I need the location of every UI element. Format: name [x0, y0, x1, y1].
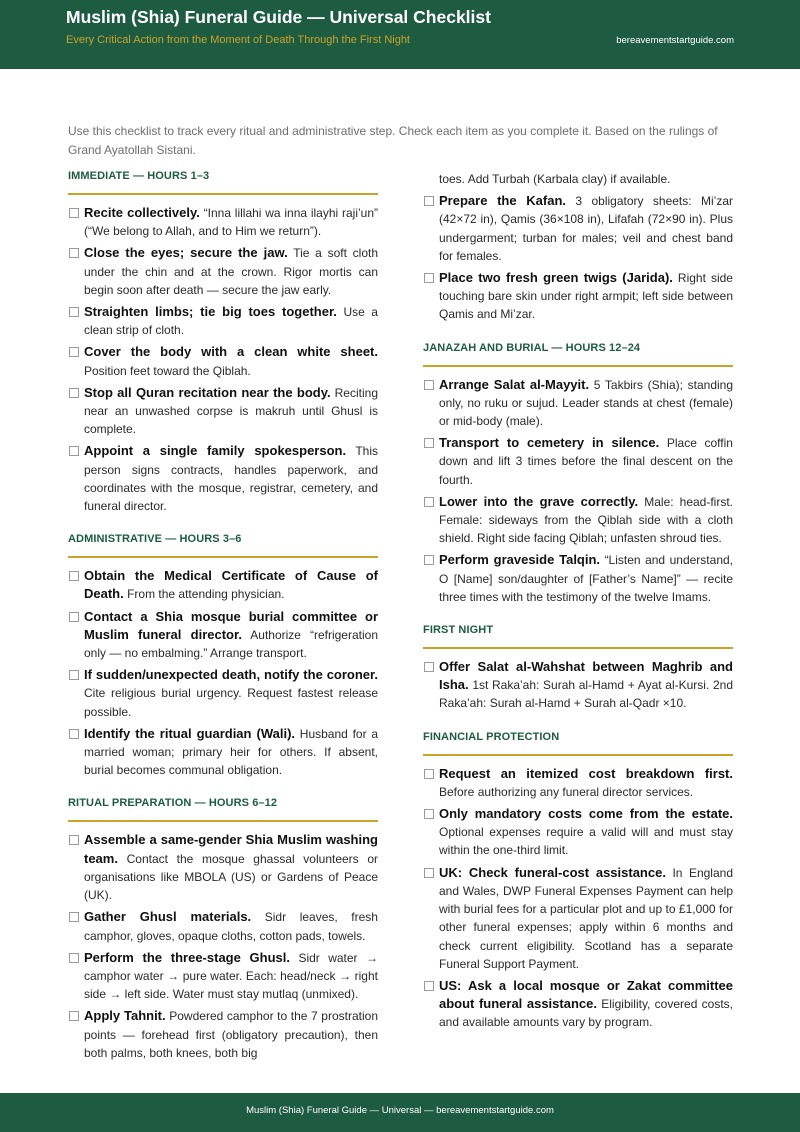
item-body: Position feet toward the Qiblah.: [84, 363, 251, 378]
checklist-item: [423, 805, 733, 860]
checklist-item: [68, 1007, 378, 1062]
checkbox[interactable]: [69, 1011, 79, 1021]
checkbox[interactable]: [69, 835, 79, 845]
item-body: Authorize “refrigeration only — no embalming.” Arrange transport.: [84, 627, 378, 661]
item-title: Stop all Quran recitation near the body.: [84, 384, 331, 400]
item-body: Tie a soft cloth under the chin and at the crown. Rigor mortis can begin soon after death — secure the jaw early.: [84, 246, 378, 297]
checkbox[interactable]: [424, 555, 434, 565]
checklist-item: [423, 434, 733, 489]
page-title: Muslim (Shia) Funeral Guide — Universal Checklist: [66, 7, 491, 27]
checklist-item: [68, 666, 378, 721]
page-header: [0, 0, 800, 69]
checklist-item: [423, 269, 733, 324]
item-body: Optional expenses require a valid will and must stay within the one-third limit.: [439, 825, 733, 858]
checklist-item: [68, 384, 378, 439]
item-title: Straighten limbs; tie big toes together.: [84, 304, 337, 320]
checklist-item: [68, 442, 378, 515]
item-body: This person signs contracts, handles paperwork, and coordinates with the mosque, registrar, cemetery, and funeral director.: [84, 444, 378, 514]
item-title: Transport to cemetery in silence.: [439, 435, 660, 451]
item-body: 3 obligatory sheets: Mi’zar (42×72 in), Qamis (36×108 in), Lifafah (72×90 in). Plus undergarment; turban for males; veil and chest band for females.: [439, 194, 733, 263]
checklist-item: [423, 765, 733, 801]
item-title: Place two fresh green twigs (Jarida).: [439, 270, 673, 286]
checkbox[interactable]: [69, 388, 79, 398]
item-body: Use a clean strip of cloth.: [84, 305, 378, 338]
item-body: Eligibility, covered costs, and available amounts vary by program.: [439, 997, 733, 1030]
item-body: From the attending physician.: [127, 587, 285, 602]
checkbox[interactable]: [69, 953, 79, 963]
item-title: Perform graveside Talqin.: [439, 552, 601, 568]
item-body: Powdered camphor to the 7 prostration points — forehead first (obligatory precaution), then both palms, both knees, both big: [84, 1009, 379, 1060]
item-title: Cover the body with a clean white sheet.: [84, 344, 378, 360]
item-title: Request an itemized cost breakdown first.: [439, 765, 733, 781]
checkbox[interactable]: [424, 868, 434, 878]
checkbox[interactable]: [424, 497, 434, 507]
item-title: Contact a Shia mosque burial committee or Muslim funeral director.: [84, 608, 378, 642]
item-body: Place coffin down and lift 3 times before the final descent on the fourth.: [439, 436, 733, 487]
checklist-item: [423, 977, 733, 1032]
footer-text: Muslim (Shia) Funeral Guide — Universal — bereavementstartguide.com: [246, 1105, 554, 1116]
checkbox[interactable]: [424, 981, 434, 991]
checklist-item: [68, 608, 378, 663]
item-title: US: Ask a local mosque or Zakat committee about funeral assistance.: [439, 977, 733, 1012]
item-body: “Inna lillahi wa inna ilayhi raji’un” (“We belong to Allah, and to Him we return”).: [84, 206, 379, 239]
item-title: Perform the three-stage Ghusl.: [84, 949, 290, 965]
checkbox[interactable]: [69, 912, 79, 922]
item-body: Husband for a married woman; primary heir for others. If absent, burial becomes communal obligation.: [84, 726, 378, 778]
item-body: “Listen and understand, O [Name] son/daughter of [Father’s Name]” — recite three times with the testimony of the twelve Imams.: [439, 553, 733, 604]
checkbox[interactable]: [424, 273, 434, 283]
checkbox[interactable]: [69, 729, 79, 739]
item-body: In England and Wales, DWP Funeral Expenses Payment can help with burial fees for a particular plot and up to £1,000 for other funeral expenses; apply within 6 months and check current eligibility. Scotland has a separate Funeral Support Payment.: [439, 865, 733, 971]
item-body: Sidr leaves, fresh camphor, gloves, opaque cloths, cotton pads, towels.: [84, 910, 378, 943]
item-title: Offer Salat al-Wahshat between Maghrib and Isha.: [439, 659, 733, 693]
item-title: Gather Ghusl materials.: [84, 909, 252, 925]
checkbox[interactable]: [424, 769, 434, 779]
item-title: UK: Check funeral-cost assistance.: [439, 864, 666, 880]
item-title: If sudden/unexpected death, notify the coroner.: [84, 667, 378, 683]
checkbox[interactable]: [69, 248, 79, 258]
checkbox[interactable]: [69, 571, 79, 581]
checkbox[interactable]: [424, 809, 434, 819]
item-title: Only mandatory costs come from the estate.: [439, 806, 733, 822]
checklist-item: [423, 551, 733, 606]
checkbox[interactable]: [424, 662, 434, 672]
item-title: Prepare the Kafan.: [439, 193, 566, 209]
section-title-janazah-burial: JANAZAH AND BURIAL — HOURS 12–24: [423, 342, 733, 367]
checklist-item: [423, 493, 733, 548]
item-continuation: toes. Add Turbah (Karbala clay) if available.: [439, 172, 671, 186]
checkbox[interactable]: [424, 380, 434, 390]
item-title: Apply Tahnit.: [84, 1008, 166, 1024]
item-title: Obtain the Medical Certificate of Cause of Death.: [84, 568, 378, 602]
item-body: Cite religious burial urgency. Request fastest release possible.: [84, 686, 378, 719]
checklist-item: [68, 303, 378, 339]
section-title-ritual-preparation: RITUAL PREPARATION — HOURS 6–12: [68, 797, 378, 822]
checklist-item: [68, 567, 378, 603]
page-subtitle: Every Critical Action from the Moment of Death Through the First Night: [66, 34, 410, 46]
checkbox[interactable]: [69, 446, 79, 456]
item-body: 5 Takbirs (Shia); standing only, no ruku or sujud. Leader stands at chest (female) or mid-body (male).: [439, 377, 734, 429]
checklist-item: [68, 204, 378, 240]
checklist-item: [68, 725, 378, 780]
section-title-administrative: ADMINISTRATIVE — HOURS 3–6: [68, 533, 378, 558]
checklist-item: [423, 192, 733, 265]
item-body: Right side touching bare skin under right armpit; left side between Qamis and Mi’zar.: [439, 271, 733, 322]
site-url: bereavementstartguide.com: [616, 35, 734, 46]
checklist-item: [423, 658, 733, 713]
item-body: Before authorizing any funeral director services.: [439, 784, 694, 799]
column-right: [423, 170, 733, 1036]
checkbox[interactable]: [424, 438, 434, 448]
item-title: Recite collectively.: [84, 205, 200, 220]
item-body: Contact the mosque ghassal volunteers or organisations like MBOLA (US) or Gardens of Peace (UK).: [84, 851, 378, 903]
checkbox[interactable]: [69, 307, 79, 317]
item-title: Identify the ritual guardian (Wali).: [84, 725, 296, 741]
item-body: Male: head-first. Female: sideways from the Qiblah side with a cloth shield. Right side facing Qiblah; unfasten shroud ties.: [439, 494, 733, 546]
checklist-item: [68, 908, 378, 944]
section-title-first-night: FIRST NIGHT: [423, 624, 733, 649]
checkbox[interactable]: [69, 208, 79, 218]
item-body: 1st Raka’ah: Surah al-Hamd + Ayat al-Kursi. 2nd Raka’ah: Surah al-Hamd + Surah al-Qadr ×10.: [439, 678, 733, 711]
checklist-item: [68, 949, 378, 1004]
item-body: Reciting near an unwashed corpse is makruh until Ghusl is complete.: [84, 385, 378, 437]
checklist-item: [423, 376, 733, 431]
checklist-item: [68, 831, 378, 904]
item-title: Assemble a same-gender Shia Muslim washing team.: [84, 832, 378, 866]
column-left: [68, 170, 378, 1066]
checkbox[interactable]: [69, 670, 79, 680]
item-title: Lower into the grave correctly.: [439, 493, 639, 509]
section-title-financial-protection: FINANCIAL PROTECTION: [423, 731, 733, 756]
page-footer: [0, 1093, 800, 1132]
checkbox[interactable]: [424, 196, 434, 206]
item-title: Arrange Salat al-Mayyit.: [439, 376, 590, 392]
item-title: Appoint a single family spokesperson.: [84, 443, 347, 459]
item-title: Close the eyes; secure the jaw.: [84, 245, 288, 261]
checklist-item: [423, 864, 733, 973]
checkbox[interactable]: [69, 612, 79, 622]
intro-text: Use this checklist to track every ritual and administrative step. Check each item as you complete it. Based on the rulings of Grand Ayatollah Sistani.: [68, 124, 718, 157]
checkbox[interactable]: [69, 347, 79, 357]
section-title-immediate: IMMEDIATE — HOURS 1–3: [68, 170, 378, 195]
item-body: Sidr water → camphor water → pure water. Each: head/neck → right side → left side. Water must stay mutlaq (unmixed).: [84, 950, 378, 1002]
checklist-item: [68, 343, 378, 379]
checklist-item: [68, 244, 378, 299]
